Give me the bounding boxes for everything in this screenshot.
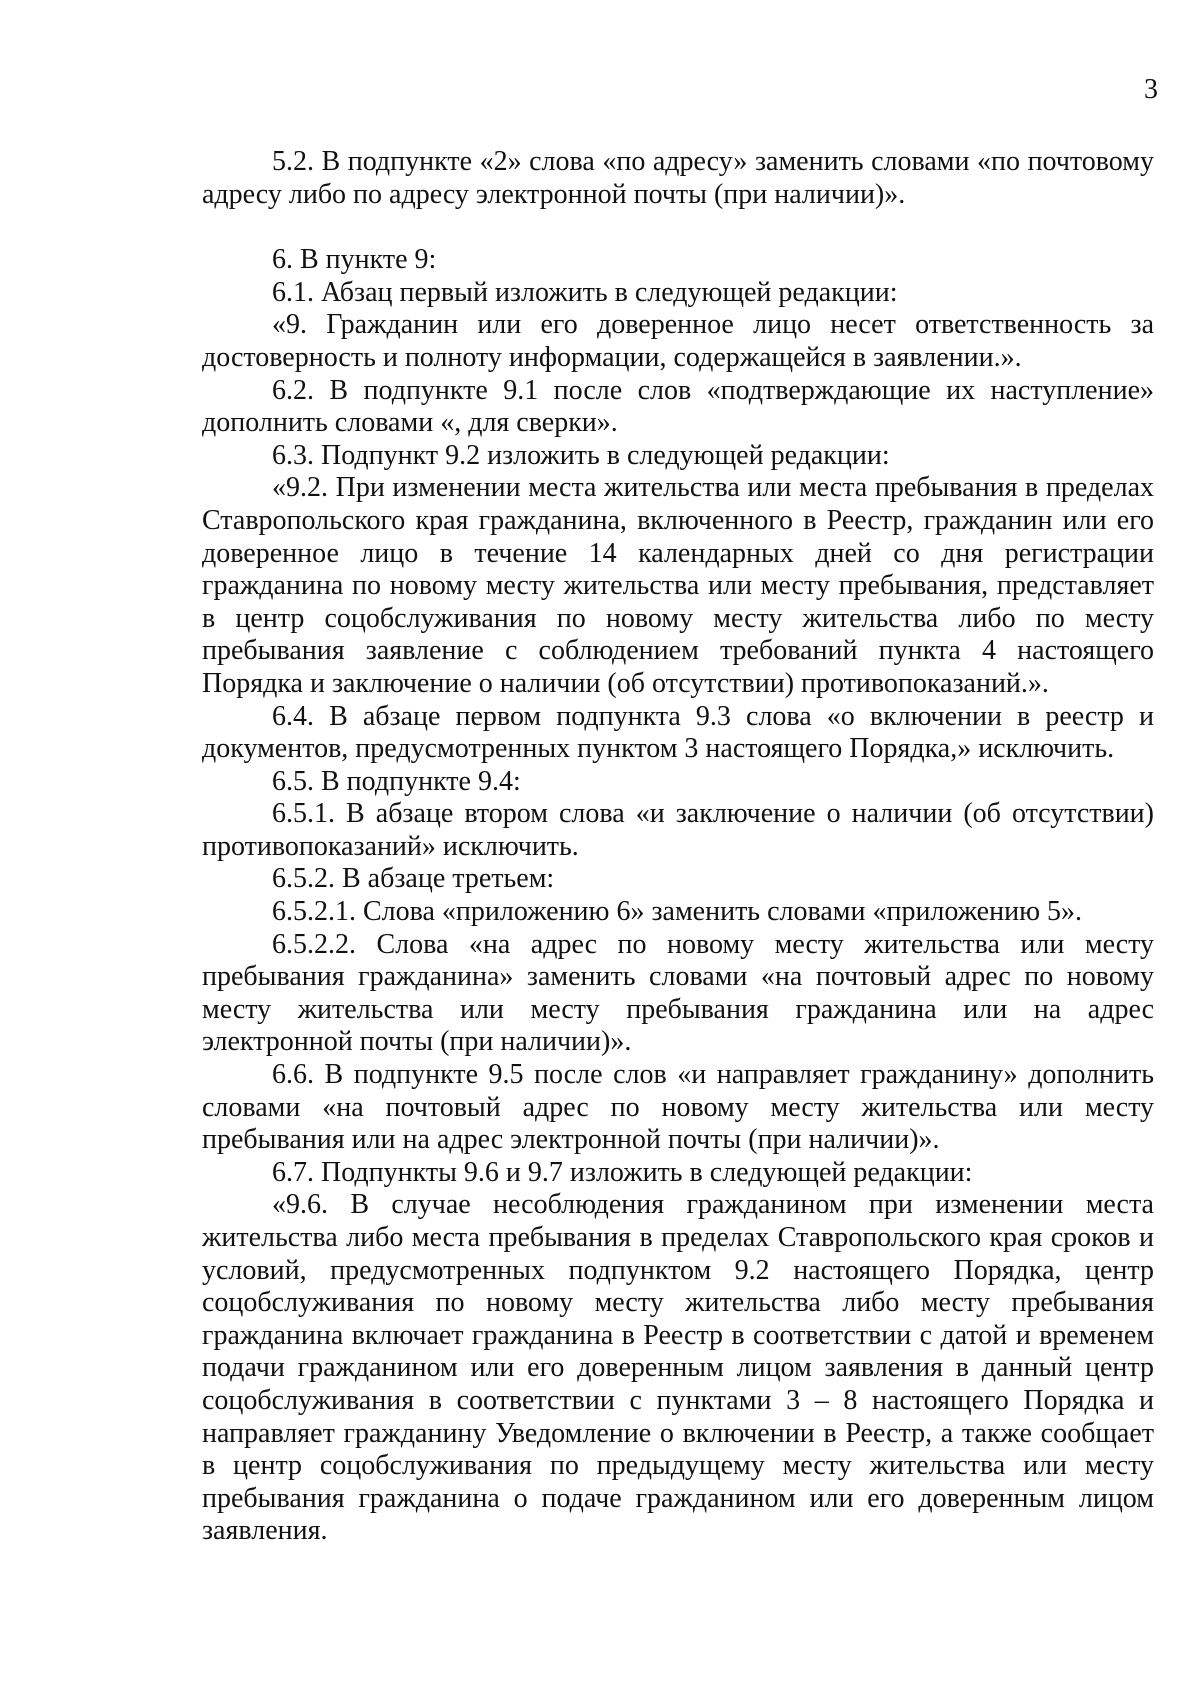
paragraph-6-4: 6.4. В абзаце первом подпункта 9.3 слова «о включении в реестр и документов, предусмотренных пунктом 3 настоящего Порядка,» исключить.: [202, 700, 1154, 765]
page-number: 3: [1144, 74, 1158, 105]
document-body: [202, 146, 1154, 1548]
paragraph-6-7: 6.7. Подпункты 9.6 и 9.7 изложить в следующей редакции:: [272, 1156, 973, 1188]
paragraph-6-5: 6.5. В подпункте 9.4:: [272, 765, 521, 797]
paragraph-6-1: 6.1. Абзац первый изложить в следующей редакции:: [272, 276, 898, 308]
paragraph-quote-9: «9. Гражданин или его доверенное лицо несет ответственность за достоверность и полноту информации, содержащейся в заявлении.».: [202, 309, 1154, 373]
paragraph-quote-9-2: «9.2. При изменении места жительства или места пребывания в пределах Ставропольского края гражданина, включенного в Реестр, гражданин или его доверенное лицо в течение 14 календарных дней со дня регистрации гражданина по новому месту жительства или месту пребывания, представляет в центр соцобслуживания по новому месту жительства либо по месту пребывания заявление с соблюдением требований пункта 4 настоящего Порядка и заключение о наличии (об отсутствии) противопоказаний.».: [202, 472, 1154, 699]
paragraph-6-6: 6.6. В подпункте 9.5 после слов «и направляет гражданину» дополнить словами «на почтовый адрес по новому месту жительства или месту пребывания или на адрес электронной почты (при наличии)».: [202, 1059, 1154, 1156]
paragraph-6-5-1: 6.5.1. В абзаце втором слова «и заключение о наличии (об отсутствии) противопоказаний» исключить.: [202, 798, 1154, 862]
paragraph-6: 6. В пункте 9:: [272, 244, 437, 276]
paragraph-6-5-2: 6.5.2. В абзаце третьем:: [272, 863, 555, 895]
paragraph-6-5-2-1: 6.5.2.1. Слова «приложению 6» заменить словами «приложению 5».: [272, 896, 1082, 928]
paragraph-quote-9-6: «9.6. В случае несоблюдения гражданином при изменении места жительства либо места пребывания в пределах Ставропольского края сроков и условий, предусмотренных подпунктом 9.2 настоящего Порядка, центр соцобслуживания по новому месту жительства либо месту пребывания гражданина включает гражданина в Реестр в соответствии с датой и временем подачи гражданином или его доверенным лицом заявления в данный центр соцобслуживания в соответствии с пунктами 3 – 8 настоящего Порядка и направляет гражданину Уведомление о включении в Реестр, а также сообщает в центр соцобслуживания по предыдущему месту жительства или месту пребывания гражданина о подаче гражданином или его доверенным лицом заявления.: [202, 1189, 1154, 1547]
paragraph-6-2: 6.2. В подпункте 9.1 после слов «подтверждающие их наступление» дополнить словами «, для сверки».: [202, 374, 1154, 439]
paragraph-6-3: 6.3. Подпункт 9.2 изложить в следующей редакции:: [272, 439, 890, 471]
paragraph-6-5-2-2: 6.5.2.2. Слова «на адрес по новому месту жительства или месту пребывания гражданина» заменить словами «на почтовый адрес по новому месту жительства или месту пребывания гражданина или на адрес электронной почты (при наличии)».: [202, 928, 1154, 1058]
paragraph-5-2: 5.2. В подпункте «2» слова «по адресу» заменить словами «по почтовому адресу либо по адресу электронной почты (при наличии)».: [202, 146, 1154, 210]
